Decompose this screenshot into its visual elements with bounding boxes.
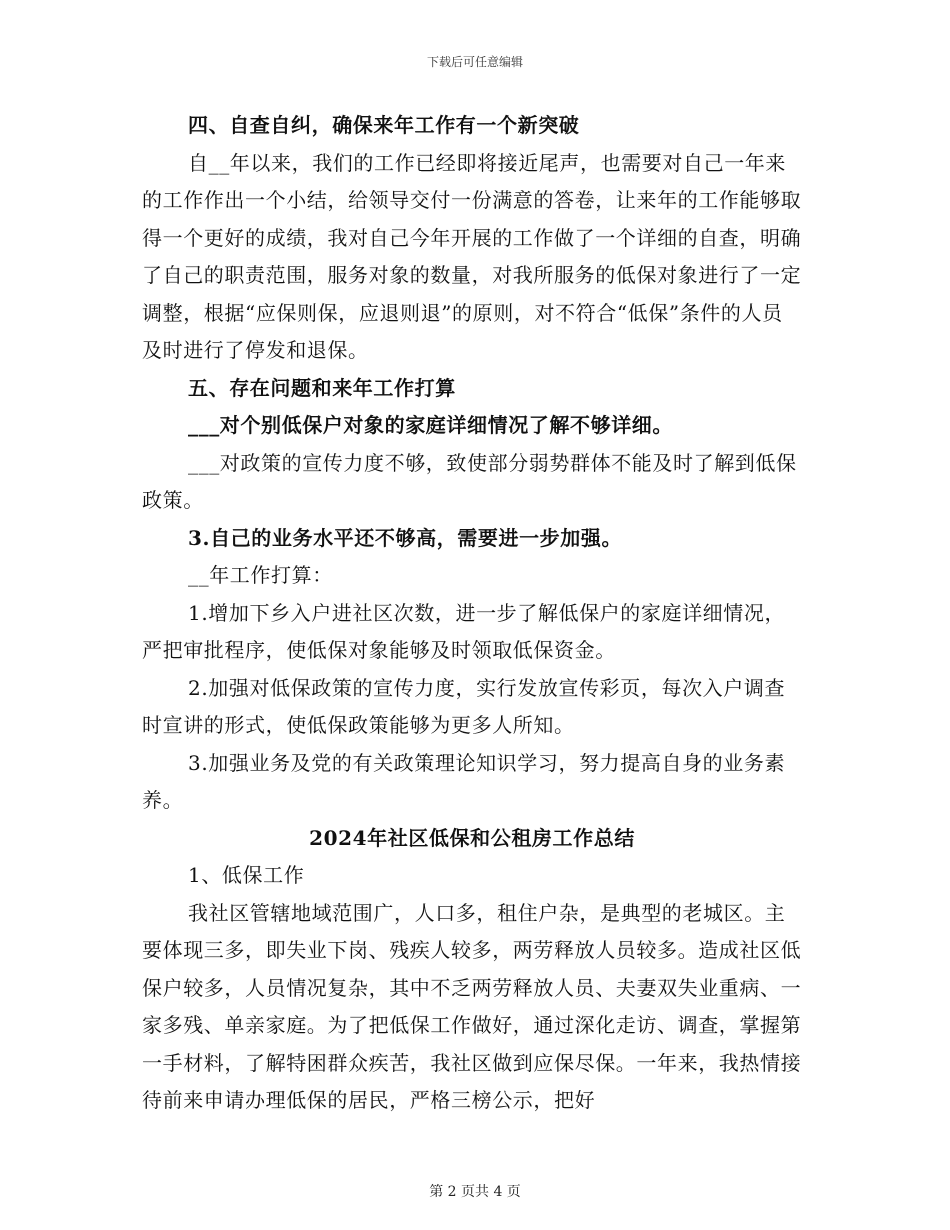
header-note: 下载后可任意编辑 (426, 55, 523, 69)
section-heading-problems: 五、存在问题和来年工作打算 (188, 375, 456, 400)
subheading-low-income-work: 1、低保工作 (188, 863, 305, 887)
problem-item-3: 3.自己的业务水平还不够高，需要进一步加强。 (188, 525, 623, 550)
section-heading-self-check: 四、自查自纠，确保来年工作有一个新突破 (188, 113, 580, 137)
page-number: 第 2 页共 4 页 (429, 1184, 521, 1200)
plan-item-3: 3.加强业务及党的有关政策理论知识学习，努力提高自身的业务素养。 (142, 750, 786, 812)
paragraph-community-overview: 我社区管辖地域范围广，人口多，租住户杂，是典型的老城区。主要体现三多，即失业下岗、残疾人较多，两劳释放人员较多。造成社区低保户较多，人员情况复杂，其中不乏两劳释放人员、夫妻双失业重病、一家多残、单亲家庭。为了把低保工作做好，通过深化走访、调查，掌握第一手材料，了解特困群众疾苦，我社区做到应保尽保。一年来，我热情接待前来申请办理低保的居民，严格三榜公示，把好 (142, 900, 802, 1112)
plan-item-2: 2.加强对低保政策的宣传力度，实行发放宣传彩页，每次入户调查时宣讲的形式，使低保政策能够为更多人所知。 (142, 675, 786, 737)
problem-item-2: ___对政策的宣传力度不够，致使部分弱势群体不能及时了解到低保政策。 (142, 450, 797, 512)
problem-item-1: ___对个别低保户对象的家庭详细情况了解不够详细。 (188, 413, 673, 437)
plan-heading: __年工作打算： (188, 563, 333, 587)
plan-item-1: 1.增加下乡入户进社区次数，进一步了解低保户的家庭详细情况，严把审批程序，使低保对象能够及时领取低保资金。 (142, 600, 786, 662)
paragraph-self-check: 自__年以来，我们的工作已经即将接近尾声，也需要对自己一年来的工作作出一个小结，给领导交付一份满意的答卷，让来年的工作能够取得一个更好的成绩，我对自己今年开展的工作做了一个详细的自查，明确了自己的职责范围，服务对象的数量，对我所服务的低保对象进行了一定调整，根据“应保则保，应退则退”的原则，对不符合“低保”条件的人员及时进行了停发和退保。 (142, 150, 802, 362)
document-title: 2024年社区低保和公租房工作总结 (309, 825, 635, 850)
document-body (142, 107, 802, 1120)
